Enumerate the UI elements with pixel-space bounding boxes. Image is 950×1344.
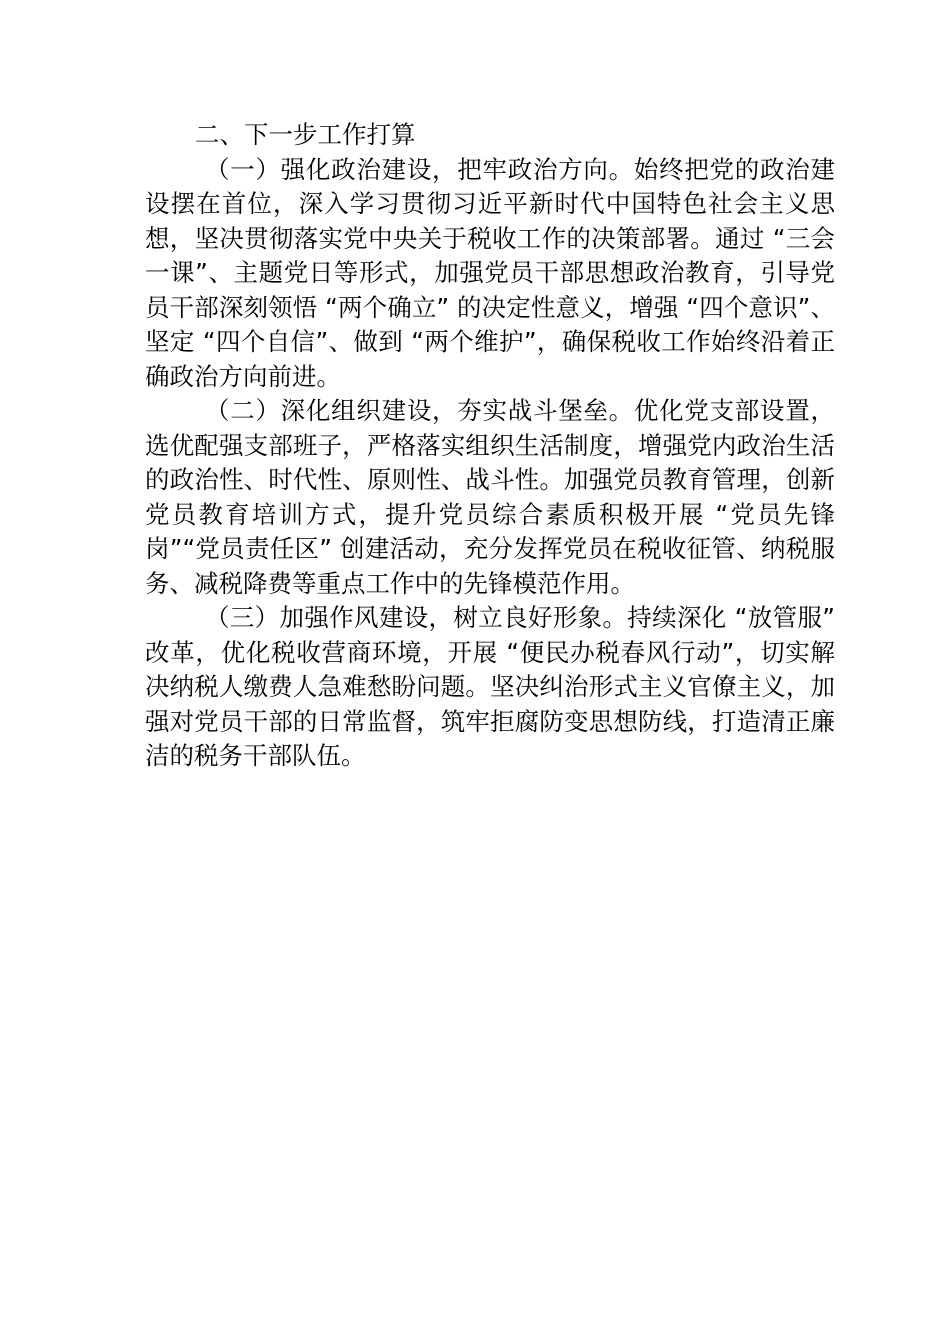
section-heading: 二、下一步工作打算 [195, 120, 416, 149]
paragraph-organization-building: （二）深化组织建设，夯实战斗堡垒。优化党支部设置，选优配强支部班子，严格落实组织生活制度，增强党内政治生活的政治性、时代性、原则性、战斗性。加强党员教育管理，创新党员教育培训方式，提升党员综合素质积极开展 “党员先锋岗”“党员责任区” 创建活动，充分发挥党员在税收征管、纳税服务、减税降费等重点工作中的先锋模范作用。 [145, 396, 835, 598]
document-body [145, 118, 835, 774]
paragraph-political-building: （一）强化政治建设，把牢政治方向。始终把党的政治建设摆在首位，深入学习贯彻习近平新时代中国特色社会主义思想，坚决贯彻落实党中央关于税收工作的决策部署。通过 “三会一课”、主题党日等形式，加强党员干部思想政治教育，引导党员干部深刻领悟 “两个确立” 的决定性意义，增强 “四个意识”、坚定 “四个自信”、做到 “两个维护”，确保税收工作始终沿着正确政治方向前进。 [145, 154, 835, 391]
paragraph-style-building: （三）加强作风建设，树立良好形象。持续深化 “放管服” 改革，优化税收营商环境，开展 “便民办税春风行动”，切实解决纳税人缴费人急难愁盼问题。坚决纠治形式主义官僚主义，加强对党员干部的日常监督，筑牢拒腐防变思想防线，打造清正廉洁的税务干部队伍。 [145, 603, 835, 770]
